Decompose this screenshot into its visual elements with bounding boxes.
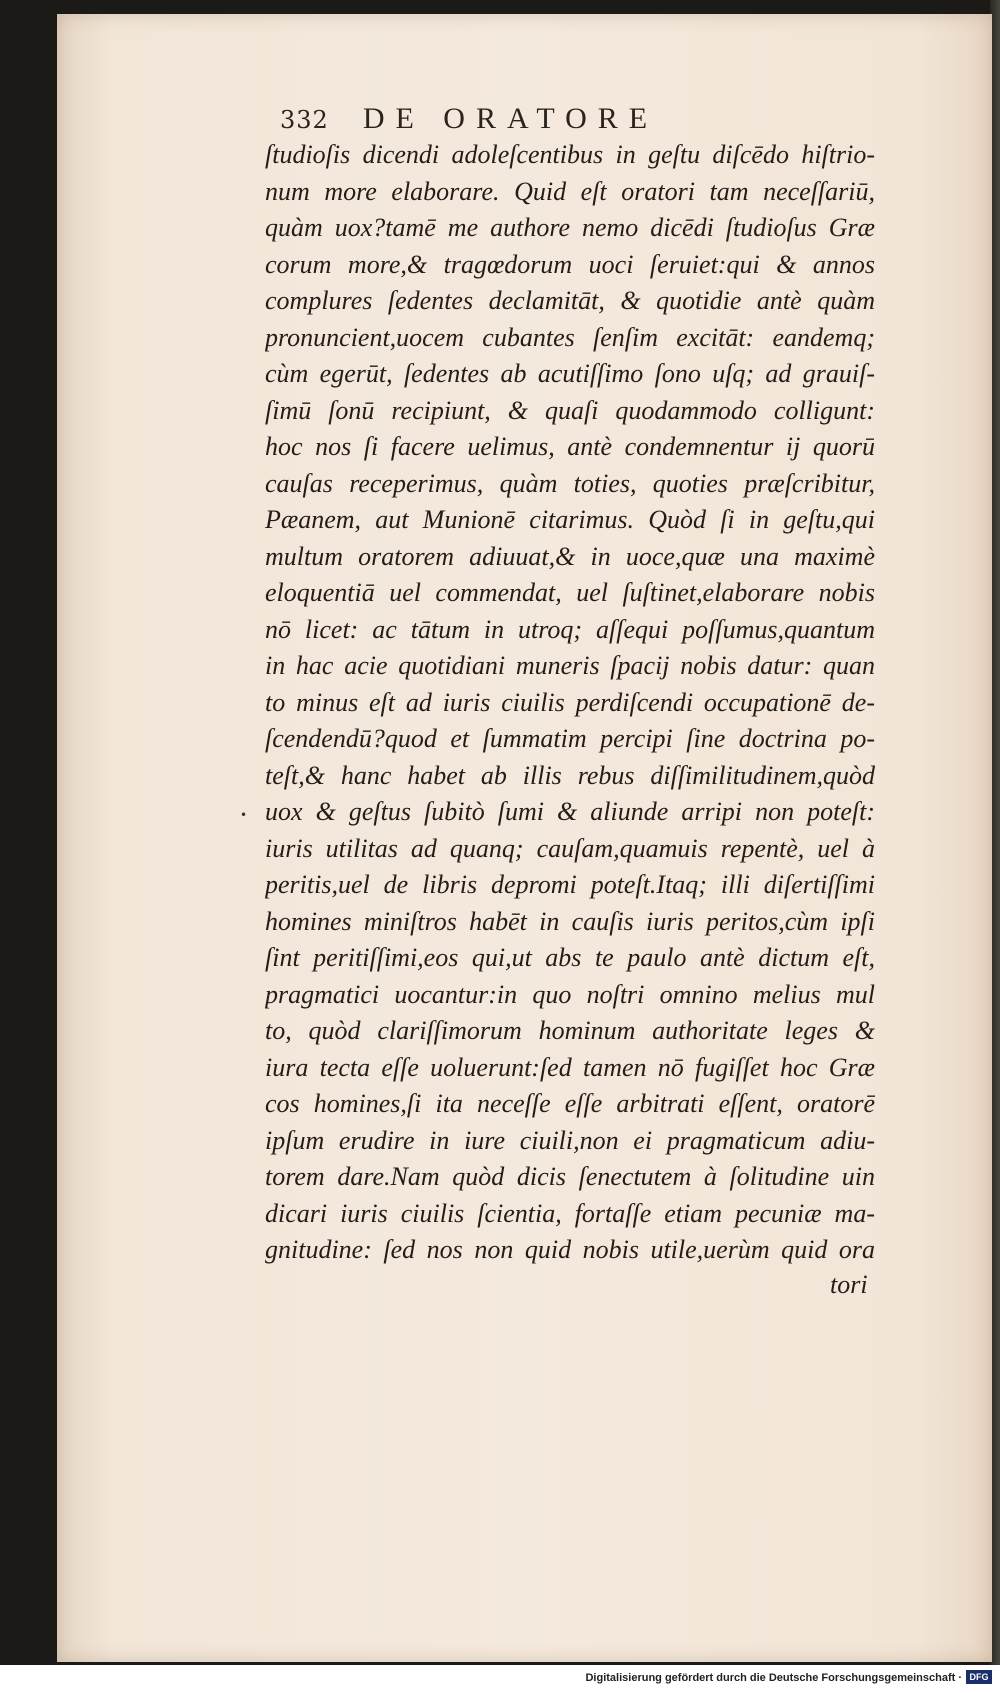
text-line: peritis,uel de libris depromi poteſt.Itaq; illi diſertiſſimi bbox=[265, 870, 875, 899]
text-line: to minus eſt ad iuris ciuilis perdiſcendi occupationē de- bbox=[265, 687, 875, 717]
text-line: complures ſedentes declamitāt, & quotidie antè quàm bbox=[265, 286, 875, 315]
dfg-logo-icon bbox=[966, 1670, 992, 1684]
dfg-logo-text: DFG bbox=[969, 1672, 989, 1682]
running-head bbox=[280, 102, 800, 142]
text-line: ſcendendū?quod et ſummatim percipi ſine doctrina po- bbox=[265, 724, 875, 753]
text-line: iuris utilitas ad quanq; cauſam,quamuis repentè, uel à bbox=[265, 833, 875, 863]
page-title: DE ORATORE bbox=[362, 102, 659, 135]
margin-dot: • bbox=[240, 808, 248, 822]
body-text bbox=[265, 137, 875, 1269]
page-number: 332 bbox=[280, 106, 329, 134]
text-line: gnitudine: ſed nos non quid nobis utile,uerùm quid ora bbox=[265, 1235, 875, 1264]
text-line: hoc nos ſi facere uelimus, antè condemnentur ij quorū bbox=[265, 432, 875, 461]
text-line: iura tecta eſſe uoluerunt:ſed tamen nō fugiſſet hoc Græ bbox=[265, 1052, 875, 1082]
text-line: nō licet: ac tātum in utroq; aſſequi poſſumus,quantum bbox=[265, 614, 875, 644]
text-line: to, quòd clariſſimorum hominum authoritate leges & bbox=[265, 1016, 875, 1045]
text-line: pronuncient,uocem cubantes ſenſim excitāt: eandemq; bbox=[265, 322, 875, 352]
text-line: teſt,& hanc habet ab illis rebus diſſimilitudinem,quòd bbox=[265, 760, 875, 790]
text-line: num more elaborare. Quid eſt oratori tam neceſſariū, bbox=[265, 176, 875, 206]
text-line: ſimū ſonū recipiunt, & quaſi quodammodo colligunt: bbox=[265, 395, 875, 425]
text-line: cauſas receperimus, quàm toties, quoties præſcribitur, bbox=[265, 468, 875, 498]
text-line: dicari iuris ciuilis ſcientia, fortaſſe etiam pecuniæ ma- bbox=[265, 1198, 875, 1228]
text-line: ipſum erudire in iure ciuili,non ei pragmaticum adiu- bbox=[265, 1125, 875, 1155]
text-line: multum oratorem adiuuat,& in uoce,quæ una maximè bbox=[265, 541, 875, 571]
text-line: in hac acie quotidiani muneris ſpacij nobis datur: quan bbox=[265, 651, 875, 680]
text-line: quàm uox?tamē me authore nemo dicēdi ſtudioſus Græ bbox=[265, 213, 875, 242]
text-line: eloquentiā uel commendat, uel ſuſtinet,elaborare nobis bbox=[265, 578, 875, 607]
text-line: cùm egerūt, ſedentes ab acutiſſimo ſono uſq; ad grauiſ- bbox=[265, 359, 875, 388]
text-line: corum more,& tragœdorum uoci ſeruiet:qui & annos bbox=[265, 249, 875, 279]
text-line: cos homines,ſi ita neceſſe eſſe arbitrati eſſent, oratorē bbox=[265, 1089, 875, 1118]
text-line: torem dare.Nam quòd dicis ſenectutem à ſolitudine uin bbox=[265, 1162, 875, 1191]
text-line: pragmatici uocantur:in quo noſtri omnino melius mul bbox=[265, 979, 875, 1009]
text-line: uox & geſtus ſubitò ſumi & aliunde arripi non poteſt: bbox=[265, 797, 875, 826]
text-line: ſtudioſis dicendi adoleſcentibus in geſtu diſcēdo hiſtrio- bbox=[265, 140, 875, 169]
text-line: Pæanem, aut Munionē citarimus. Quòd ſi in geſtu,qui bbox=[265, 505, 875, 534]
funding-credit: Digitalisierung gefördert durch die Deutsche Forschungsgemeinschaft · bbox=[585, 1672, 962, 1684]
catchword: tori bbox=[830, 1270, 868, 1299]
text-line: ſint peritiſſimi,eos qui,ut abs te paulo antè dictum eſt, bbox=[265, 943, 875, 972]
text-line: homines miniſtros habēt in cauſis iuris peritos,cùm ipſi bbox=[265, 906, 875, 936]
